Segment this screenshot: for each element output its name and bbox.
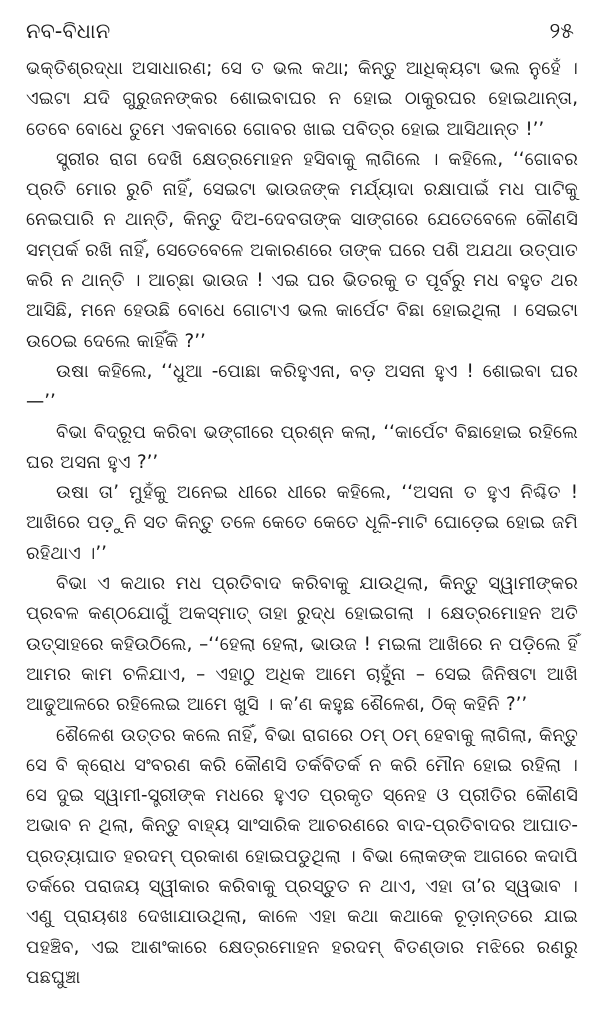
paragraph: ଶୈଳେଶ ଉତ୍ତର କଲେ ନାହିଁ, ବିଭା ରାଗରେ ଠମ୍ ଠମ୍ ହେବାକୁ ଲାଗିଲା, କିନ୍ତୁ ସେ ବି କ୍ରୋଧ ସଂବରଣ କରି କୌଣସି ତର୍କବିତର୍କ ନ କରି ମୌନ ହୋଇ ରହିଲା । ସେ ଦୁଇ ସ୍ୱାମୀ-ସ୍ତ୍ରୀଙ୍କ ମଧରେ ହୁଏତ ପ୍ରକୃତ ସ୍ନେହ ଓ ପ୍ରୀତିର କୌଣସି ଅଭାବ ନ ଥିଲା, କିନ୍ତୁ ବାହ୍ୟ ସାଂସାରିକ ଆଚରଣରେ ବାଦ-ପ୍ରତିବାଦର ଆଘାତ-ପ୍ରତ୍ୟାଘାତ ହରଦମ୍ ପ୍ରକାଶ ହୋଇପଡୁଥିଲା । ବିଭା ଲୋକଙ୍କ ଆଗରେ କଦାପି ତର୍କରେ ପରାଜୟ ସ୍ୱୀକାର କରିବାକୁ ପ୍ରସ୍ତୁତ ନ ଥାଏ, ଏହା ତା’ର ସ୍ୱଭାବ । ଏଣୁ ପ୍ରାୟଶଃ ଦେଖାଯାଉଥିଲା, କାଳେ ଏହା କଥା କଥାକେ ଚୂଡ଼ାନ୍ତରେ ଯାଇ ପହଞ୍ଚିବ, ଏଇ ଆଶଂକାରେ କ୍ଷେତ୍ରମୋହନ ହରଦମ୍ ବିତଣ୍ଡାର ମଝିରେ ରଣରୁ ପଛଘୁଞ୍ଚା: [26, 724, 578, 988]
paragraph: ଉଷା ତା’ ମୁହଁକୁ ଅନେଇ ଧୀରେ ଧୀରେ କହିଲେ, ‘‘ଅସନା ତ ହୁଏ ନିଶ୍ଚିତ ! ଆଖିରେ ପଡ଼ୁନି ସତ କିନ୍ତୁ ତଳେ କେତେ କେତେ ଧୂଳି-ମାଟି ଘୋଡ଼େଇ ହୋଇ ଜମି ରହିଥାଏ ।’’: [26, 482, 578, 564]
body-text: [26, 54, 578, 993]
paragraph: ବିଭା ଏ କଥାର ମଧ ପ୍ରତିବାଦ କରିବାକୁ ଯାଉଥିଲା, କିନ୍ତୁ ସ୍ୱାମୀଙ୍କର ପ୍ରବଳ କଣ୍ଠଯୋଗୁଁ ଅକସ୍ମାତ୍ ତାହା ରୁଦ୍ଧ ହୋଇଗଲା । କ୍ଷେତ୍ରମୋହନ ଅତି ଉତ୍ସାହରେ କହିଉଠିଲେ, –‘‘ହେଲା ହେଲା, ଭାଉଜ ! ମଇଳା ଆଖିରେ ନ ପଡ଼ିଲେ ହିଁ ଆମର କାମ ଚଳିଯାଏ, – ଏହାଠୁ ଅଧିକ ଆମେ ଚାହୁଁନା – ସେଇ ଜିନିଷଟା ଆଖି ଆଢୁଆଳରେ ରହିଲେଇ ଆମେ ଖୁସି । କ’ଣ କହୁଛ ଶୈଳେଶ, ଠିକ୍ କହିନି ?’’: [26, 573, 578, 716]
page-number: ୨୫: [549, 19, 574, 44]
paragraph-continued: ଭକ୍ତିଶ୍ରଦ୍ଧା ଅସାଧାରଣ; ସେ ତ ଭଲ କଥା; କିନ୍ତୁ ଆଧିକ୍ୟଟା ଭଲ ନୁହେଁ । ଏଇଟା ଯଦି ଗୁରୁଜନଙ୍କର ଶୋଇବାଘର ନ ହୋଇ ଠାକୁରଘର ହୋଇଥାନ୍ତା, ତେବେ ବୋଧେ ତୁମେ ଏକବାରେ ଗୋବର ଖାଇ ପବିତ୍ର ହୋଇ ଆସିଥାନ୍ତ !’’: [26, 58, 578, 140]
paragraph: ବିଭା ବିଦ୍ରୂପ କରିବା ଭଙ୍ଗୀରେ ପ୍ରଶ୍ନ କଲା, ‘‘କାର୍ପେଟ ବିଛାହୋଇ ରହିଲେ ଘର ଅସନା ହୁଏ ?’’: [26, 421, 578, 473]
running-head: [26, 8, 578, 54]
running-title: ନବ-ବିଧାନ: [26, 19, 111, 43]
paragraph: ଉଷା କହିଲେ, ‘‘ଧୁଆ -ପୋଛା କରିହୁଏନା, ବଡ଼ ଅସନା ହୁଏ ! ଶୋଇବା ଘର —’’: [26, 360, 578, 413]
paragraph: ସ୍ତ୍ରୀର ରାଗ ଦେଖି କ୍ଷେତ୍ରମୋହନ ହସିବାକୁ ଲାଗିଲେ । କହିଲେ, ‘‘ଗୋବର ପ୍ରତି ମୋର ରୁଚି ନାହିଁ, ସେଇଟା ଭାଉଜଙ୍କ ମର୍ଯ୍ୟାଦା ରକ୍ଷାପାଇଁ ମଧ ପାଟିକୁ ନେଇପାରି ନ ଥାନ୍ତି, କିନ୍ତୁ ଦିଅ-ଦେବତାଙ୍କ ସାଙ୍ଗରେ ଯେତେବେଳେ କୌଣସି ସମ୍ପର୍କ ରଖି ନାହିଁ, ସେତେବେଳେ ଅକାରଣରେ ତାଙ୍କ ଘରେ ପଶି ଅଯଥା ଉତ୍ପାତ କରି ନ ଥାନ୍ତି । ଆଚ୍ଛା ଭାଉଜ ! ଏଇ ଘର ଭିତରକୁ ତ ପୂର୍ବରୁ ମଧ ବହୁତ ଥର ଆସିଛି, ମନେ ହେଉଛି ବୋଧେ ଗୋଟାଏ ଭଲ କାର୍ପେଟ ବିଛା ହୋଇଥିଲା । ସେଇଟା ଉଠେଇ ଦେଲେ କାହିଁକି ?’’: [26, 148, 578, 352]
